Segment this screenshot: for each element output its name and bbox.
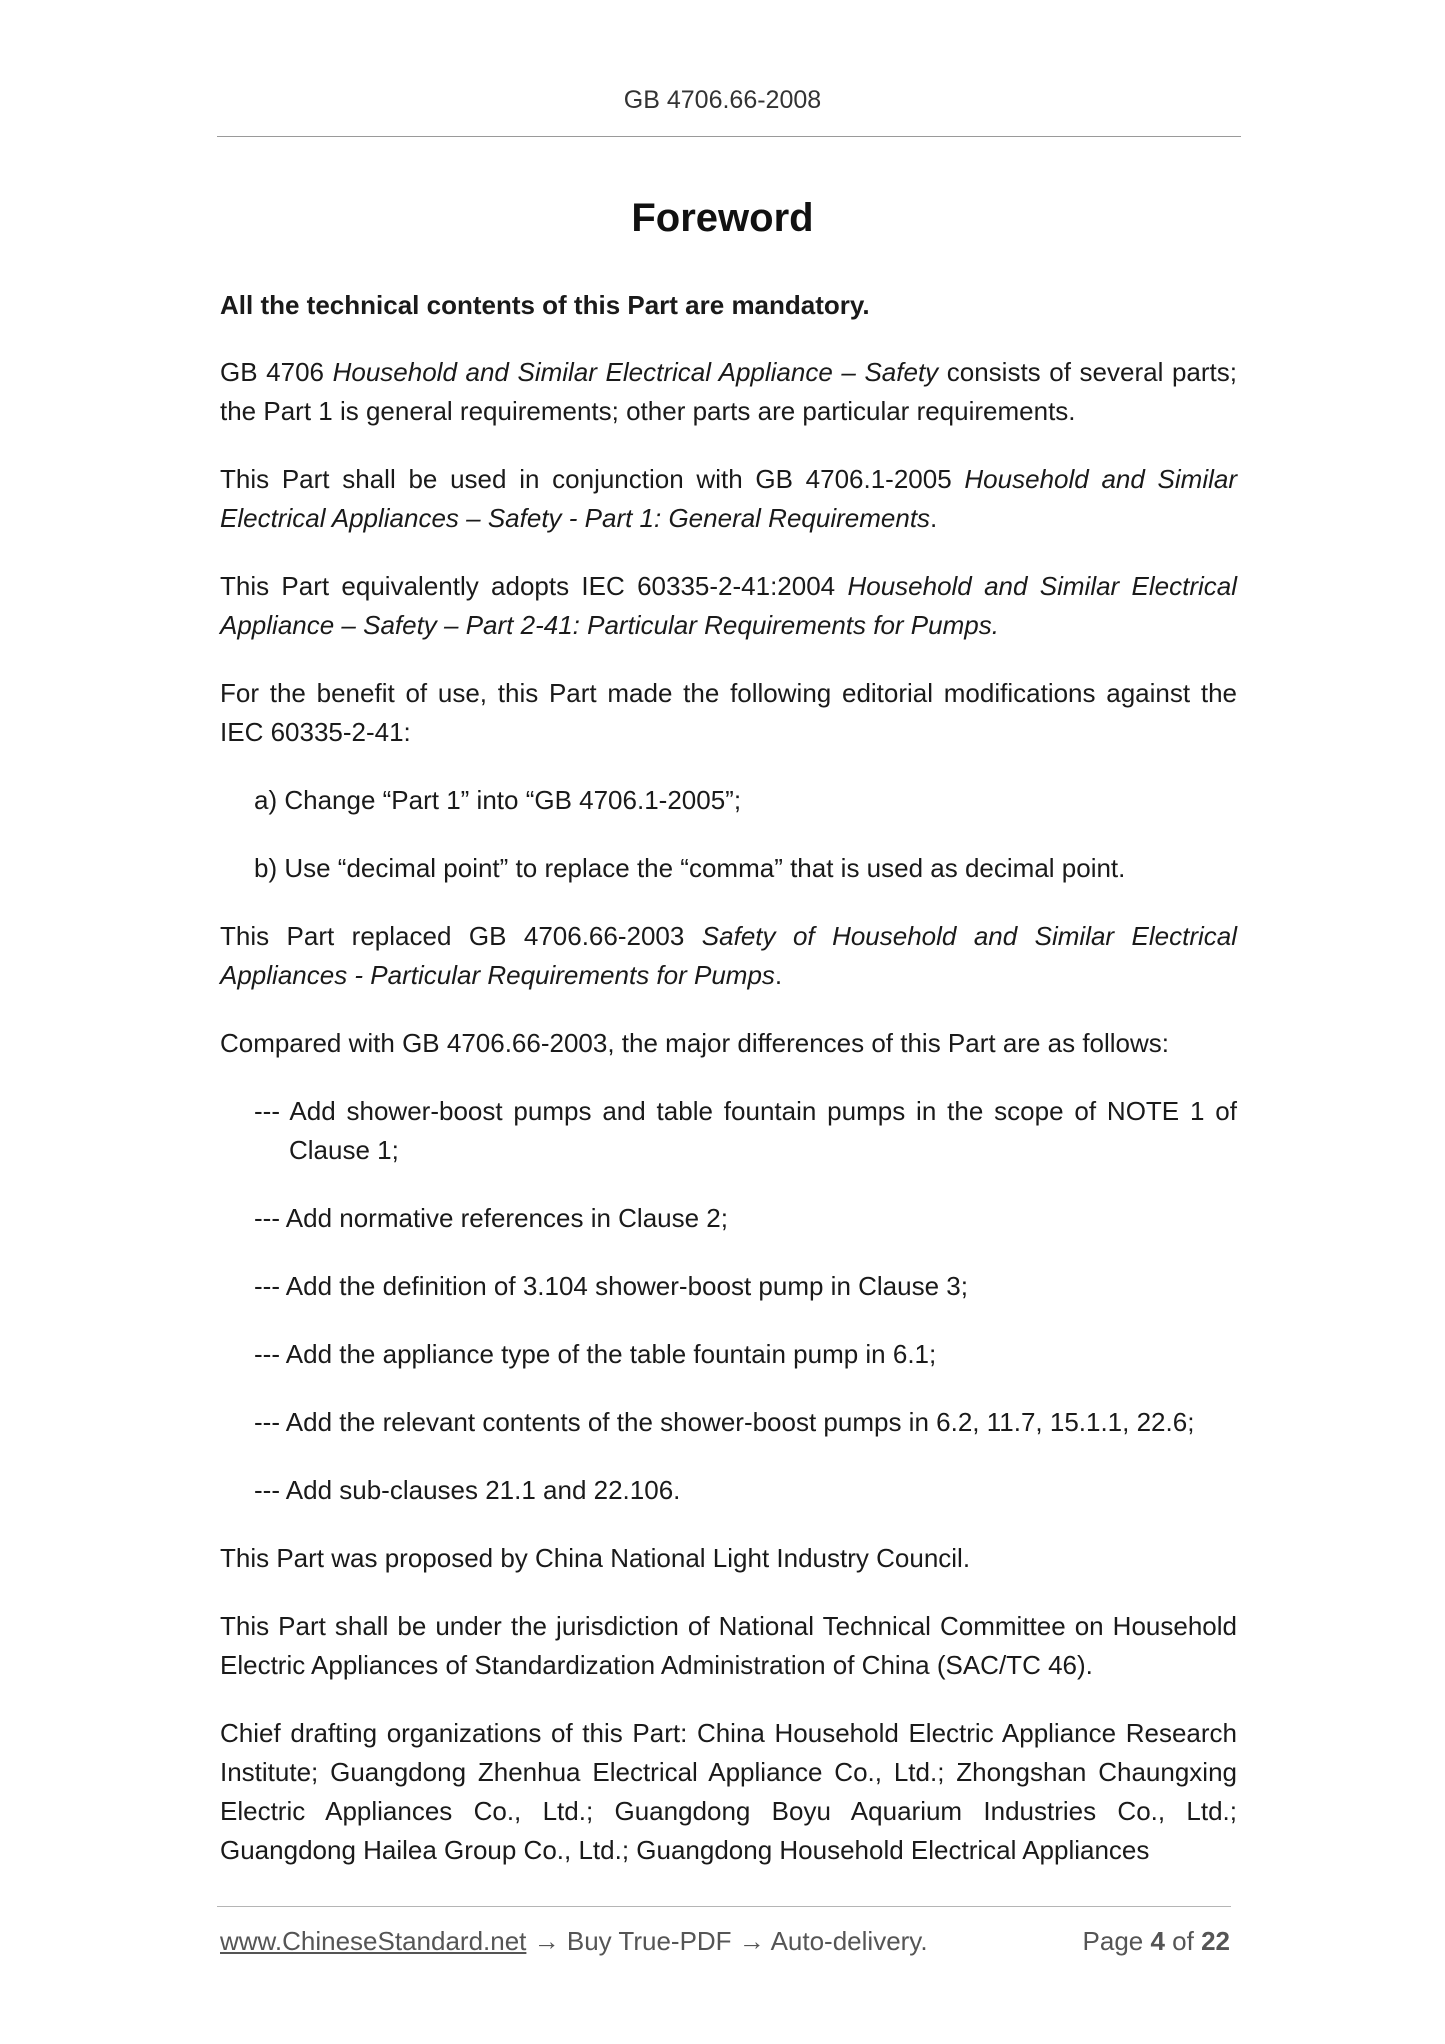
text-run: GB 4706	[220, 357, 333, 387]
difference-item: --- Add sub-clauses 21.1 and 22.106.	[254, 1475, 681, 1505]
paragraph-adoption	[220, 567, 1237, 645]
difference-item: --- Add normative references in Clause 2;	[254, 1203, 728, 1233]
text-run: consists of several parts; the Part 1 is general requirements; other parts are particular requirements.	[220, 357, 1237, 426]
foreword-body	[220, 286, 1237, 1899]
current-page-number: 4	[1150, 1926, 1165, 1956]
text-run-italic: Safety of Household and Similar Electrical Appliances - Particular Requirements for Pumps	[220, 921, 1238, 990]
modification-item: b) Use “decimal point” to replace the “comma” that is used as decimal point.	[254, 853, 1126, 883]
text-run: This Part shall be used in conjunction with GB 4706.1-2005	[220, 464, 965, 494]
paragraph-proposer: This Part was proposed by China National Light Industry Council.	[220, 1543, 971, 1573]
paragraph-differences-intro: Compared with GB 4706.66-2003, the major differences of this Part are as follows:	[220, 1028, 1170, 1058]
footer-divider	[217, 1906, 1231, 1907]
text-run-italic: Household and Similar Electrical Appliances – Safety - Part 1: General Requirements	[220, 464, 1237, 533]
text-run-italic: Household and Similar Electrical Appliance – Safety – Part 2-41: Particular Requirements for Pumps.	[220, 571, 1237, 640]
paragraph-drafting-organizations: Chief drafting organizations of this Part: China Household Electric Appliance Research Institute; Guangdong Zhenhua Electrical Appliance Co., Ltd.; Zhongshan Chaungxing Electric Appliances Co., Ltd.; Guangdong Boyu Aquarium Industries Co., Ltd.; Guangdong Hailea Group Co., Ltd.; Guangdong Household Electrical Appliances	[220, 1718, 1237, 1865]
text-run: This Part replaced GB 4706.66-2003	[220, 921, 702, 951]
header-divider	[217, 136, 1241, 137]
text-run: .	[930, 503, 938, 533]
paragraph-parts	[220, 353, 1237, 431]
text-run: .	[774, 960, 783, 990]
text-run-italic: Household and Similar Electrical Appliance – Safety	[332, 357, 939, 387]
difference-item: --- Add the definition of 3.104 shower-boost pump in Clause 3;	[254, 1271, 968, 1301]
difference-item: --- Add the appliance type of the table fountain pump in 6.1;	[254, 1339, 937, 1369]
difference-item: --- Add the relevant contents of the shower-boost pumps in 6.2, 11.7, 15.1.1, 22.6;	[254, 1407, 1195, 1437]
of-label: of	[1164, 1926, 1202, 1956]
page-indicator	[1083, 1926, 1230, 1957]
paragraph-modifications-intro: For the benefit of use, this Part made the following editorial modifications against the IEC 60335-2-41:	[220, 678, 1237, 747]
page-label: Page	[1082, 1926, 1151, 1956]
mandatory-statement: All the technical contents of this Part are mandatory.	[220, 290, 870, 320]
paragraph-conjunction	[220, 460, 1237, 538]
website-link[interactable]: www.ChineseStandard.net	[220, 1926, 527, 1956]
total-pages-number: 22	[1201, 1926, 1230, 1956]
paragraph-jurisdiction: This Part shall be under the jurisdiction of National Technical Committee on Household Electric Appliances of Standardization Administration of China (SAC/TC 46).	[220, 1611, 1237, 1680]
page-title: Foreword	[631, 196, 814, 240]
page-footer	[220, 1926, 1230, 1962]
footer-promo-text: → Buy True-PDF → Auto-delivery.	[526, 1926, 928, 1956]
paragraph-replacement	[220, 917, 1237, 995]
page-header: GB 4706.66-2008	[623, 86, 822, 114]
footer-promo	[220, 1926, 928, 1957]
difference-item: --- Add shower-boost pumps and table fountain pumps in the scope of NOTE 1 of Clause 1;	[254, 1096, 1237, 1165]
text-run: This Part equivalently adopts IEC 60335-2-41:2004	[220, 571, 848, 601]
modification-item: a) Change “Part 1” into “GB 4706.1-2005”;	[254, 785, 742, 815]
